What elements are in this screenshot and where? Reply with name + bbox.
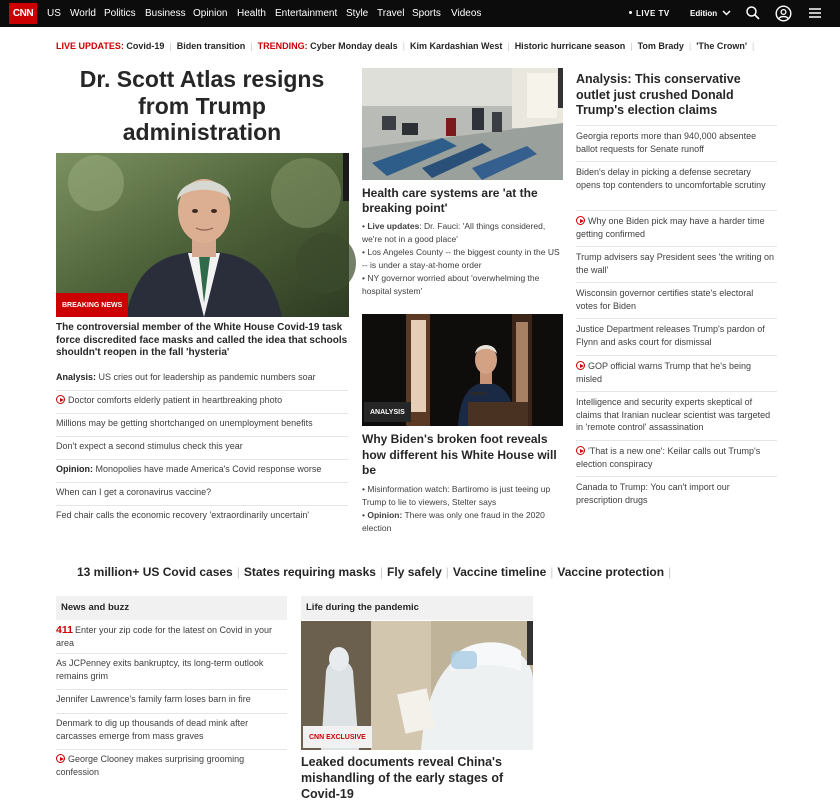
biden-photo[interactable]: [362, 314, 563, 426]
list-item[interactable]: Justice Department releases Trump's pardon of Flynn and asks court for dismissal: [576, 318, 777, 348]
ticker-hurricane[interactable]: Historic hurricane season: [514, 41, 626, 51]
pandemic-headline[interactable]: Leaked documents reveal China's mishandling of the early stages of Covid-19: [301, 755, 504, 801]
nav-sports[interactable]: Sports: [412, 8, 441, 19]
nav-travel[interactable]: Travel: [377, 8, 405, 19]
nav-business[interactable]: Business: [145, 8, 186, 19]
list-item[interactable]: Analysis: US cries out for leadership as pandemic numbers soar: [56, 371, 348, 391]
play-icon: [56, 754, 65, 763]
lead-summary[interactable]: The controversial member of the White House Covid-19 task force discredited face masks and called the idea that schools shouldn't reopen in the fall 'hysteria': [56, 322, 348, 358]
list-item[interactable]: GOP official warns Trump that he's being misled: [576, 355, 777, 385]
list-item[interactable]: 411 Enter your zip code for the latest on Covid in your area: [56, 624, 273, 648]
health-care-bullets: [362, 220, 564, 297]
play-icon: [576, 216, 585, 225]
nav-us[interactable]: US: [47, 8, 61, 19]
ticker-tom-brady[interactable]: Tom Brady: [637, 41, 684, 51]
list-item[interactable]: • Los Angeles County -- the biggest county in the US -- is under a stay-at-home order: [362, 247, 560, 270]
list-item[interactable]: • NY governor worried about 'overwhelming the hospital system': [362, 273, 540, 296]
ticker-live-updates[interactable]: LIVE UPDATES: Covid-19: [56, 41, 165, 51]
play-icon: [576, 446, 585, 455]
play-icon: [576, 361, 585, 370]
edition-selector[interactable]: [690, 9, 731, 18]
trending-bar: LIVE UPDATES: Covid-19 | Biden transition | TRENDING: Cyber Monday deals | Kim Kardashian West | Historic hurricane season | Tom Brady | 'The Crown' |: [56, 41, 755, 51]
pandemic-header: Life during the pandemic: [301, 596, 533, 620]
cnn-logo[interactable]: CNN: [9, 3, 37, 24]
nav-opinion[interactable]: Opinion: [193, 8, 228, 19]
local-411-label: 411: [56, 624, 73, 636]
news-buzz-header: News and buzz: [56, 596, 287, 620]
quick-link-fly-safely[interactable]: Fly safely: [387, 565, 442, 579]
nav-style[interactable]: Style: [346, 8, 369, 19]
list-item[interactable]: Intelligence and security experts skeptical of claims that Iranian nuclear scientist was targeted in 'remote control' assassination: [576, 391, 777, 434]
nav-entertainment[interactable]: Entertainment: [275, 8, 338, 19]
list-item[interactable]: When can I get a coronavirus vaccine?: [56, 486, 348, 506]
list-item[interactable]: • Opinion: There was only one fraud in the 2020 election: [362, 510, 545, 533]
list-item[interactable]: Trump advisers say President sees 'the writing on the wall': [576, 246, 777, 276]
list-item[interactable]: Millions may be getting shortchanged on unemployment benefits: [56, 417, 348, 437]
list-item[interactable]: Fed chair calls the economic recovery 'extraordinarily uncertain': [56, 510, 310, 520]
chevron-down-icon: [722, 9, 731, 17]
list-item[interactable]: Why one Biden pick may have a harder time getting confirmed: [576, 210, 777, 240]
quick-link-covid-cases[interactable]: 13 million+ US Covid cases: [77, 565, 233, 579]
top-navigation: [0, 0, 840, 27]
nav-world[interactable]: World: [70, 8, 96, 19]
list-item[interactable]: • Live updates: Dr. Fauci: 'All things considered, we're not in a good place': [362, 221, 546, 244]
biden-bullets: [362, 483, 564, 534]
live-tv-label: LIVE TV: [636, 9, 670, 18]
lead-headline[interactable]: Dr. Scott Atlas resigns from Trump administration: [79, 66, 325, 145]
quick-links: 13 million+ US Covid cases | States requiring masks | Fly safely | Vaccine timeline | Vaccine protection |: [77, 565, 672, 579]
list-item[interactable]: Jennifer Lawrence's family farm loses barn in fire: [56, 689, 287, 706]
play-icon: [56, 395, 65, 404]
hospital-photo-art: [362, 68, 563, 180]
quick-link-masks[interactable]: States requiring masks: [243, 565, 376, 579]
nav-videos[interactable]: Videos: [451, 8, 482, 19]
biden-foot-headline[interactable]: Why Biden's broken foot reveals how different his White House will be: [362, 432, 557, 477]
ticker-the-crown[interactable]: 'The Crown': [696, 41, 748, 51]
list-item[interactable]: Don't expect a second stimulus check this year: [56, 440, 348, 460]
ticker-biden-transition[interactable]: Biden transition: [176, 41, 246, 51]
list-item[interactable]: Georgia reports more than 940,000 absentee ballot requests for Senate runoff: [576, 125, 777, 155]
search-icon[interactable]: [745, 5, 761, 21]
ticker-trending[interactable]: TRENDING: Cyber Monday deals: [257, 41, 398, 51]
list-item[interactable]: Canada to Trump: You can't import our prescription drugs: [576, 476, 777, 506]
list-item[interactable]: Opinion: Monopolies have made America's Covid response worse: [56, 463, 348, 483]
health-care-headline[interactable]: Health care systems are 'at the breaking point': [362, 186, 538, 215]
quick-link-vaccine-timeline[interactable]: Vaccine timeline: [452, 565, 547, 579]
list-item[interactable]: George Clooney makes surprising grooming confession: [56, 749, 287, 778]
user-icon[interactable]: [775, 5, 792, 22]
list-item[interactable]: Wisconsin governor certifies state's electoral votes for Biden: [576, 282, 777, 312]
list-item[interactable]: As JCPenney exits bankruptcy, its long-term outlook remains grim: [56, 653, 287, 682]
list-item[interactable]: • Misinformation watch: Bartiromo is just teeing up Trump to lie to viewers, Stelter says: [362, 484, 551, 507]
list-item[interactable]: 'That is a new one': Keilar calls out Trump's election conspiracy: [576, 440, 777, 470]
nav-politics[interactable]: Politics: [104, 8, 136, 19]
nav-health[interactable]: Health: [237, 8, 266, 19]
right-column-headline[interactable]: Analysis: This conservative outlet just crushed Donald Trump's election claims: [576, 72, 741, 117]
lead-photo[interactable]: [56, 153, 349, 317]
pandemic-photo[interactable]: [301, 621, 533, 750]
ticker-kim-kardashian[interactable]: Kim Kardashian West: [409, 41, 503, 51]
live-tv-link[interactable]: [629, 9, 670, 18]
quick-link-vaccine-protection[interactable]: Vaccine protection: [557, 565, 665, 579]
breaking-news-badge: BREAKING NEWS: [56, 293, 128, 317]
cnn-exclusive-badge: CNN EXCLUSIVE: [303, 726, 372, 748]
list-item[interactable]: Denmark to dig up thousands of dead mink after carcasses emerge from mass graves: [56, 713, 287, 742]
list-item[interactable]: Doctor comforts elderly patient in heartbreaking photo: [56, 394, 348, 414]
analysis-badge: ANALYSIS: [364, 402, 411, 422]
menu-icon[interactable]: [807, 5, 823, 21]
list-item[interactable]: Biden's delay in picking a defense secretary opens top contenders to uncomfortable scrutiny: [576, 161, 777, 191]
live-dot-icon: [629, 11, 632, 14]
hospital-photo[interactable]: [362, 68, 563, 180]
edition-label: Edition: [690, 9, 718, 18]
